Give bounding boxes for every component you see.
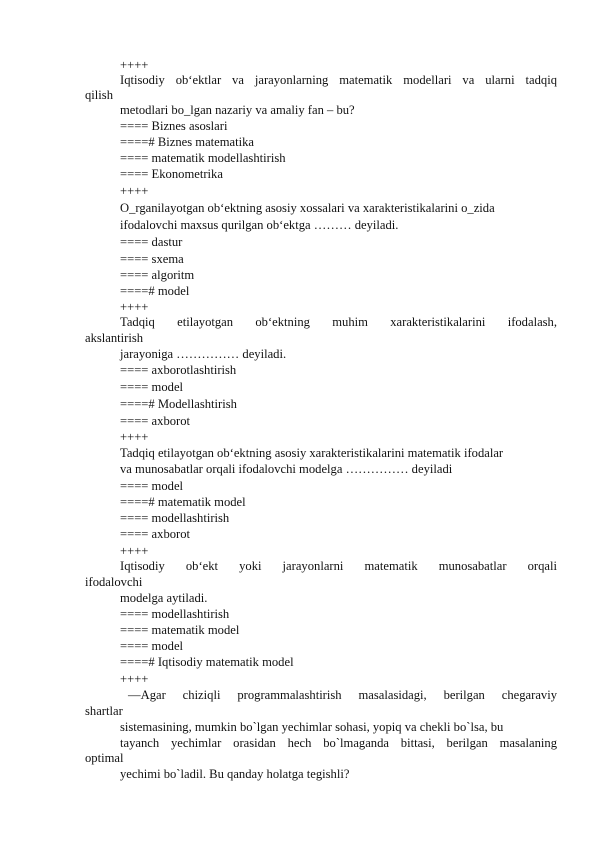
question-5-text: modelga aytiladi. <box>120 591 208 605</box>
question-5-text: ifodalovchi <box>85 575 143 589</box>
question-6-text: shartlar <box>85 704 123 718</box>
answer-option: ==== matematik modellashtirish <box>120 151 286 165</box>
question-4-text: Tadqiq etilayotgan ob‘ektning asosiy xarakteristikalarini matematik ifodalar <box>120 446 504 460</box>
answer-option: ==== algoritm <box>120 268 195 282</box>
question-3-text: akslantirish <box>85 331 144 345</box>
question-2-text: O_rganilayotgan ob‘ektning asosiy xossalari va xarakteristikalarini o_zida <box>120 201 495 215</box>
separator-line: ++++ <box>120 672 149 686</box>
question-1-text: qilish <box>85 88 113 102</box>
correct-answer-option: ====# matematik model <box>120 495 246 509</box>
correct-answer-option: ====# Iqtisodiy matematik model <box>120 655 294 669</box>
correct-answer-option: ====# Biznes matematika <box>120 135 255 149</box>
question-3-text: jarayoniga …………… deyiladi. <box>120 347 287 361</box>
answer-option: ==== axborot <box>120 414 191 428</box>
correct-answer-option: ====# Modellashtirish <box>120 397 237 411</box>
answer-option: ==== model <box>120 639 184 653</box>
question-6-text: yechimi bo`ladil. Bu qanday holatga tegishli? <box>120 767 350 781</box>
answer-option: ==== model <box>120 479 184 493</box>
answer-option: ==== modellashtirish <box>120 607 230 621</box>
separator-line: ++++ <box>120 184 149 198</box>
question-6-text: optimal <box>85 751 124 765</box>
answer-option: ==== model <box>120 380 184 394</box>
separator-line: ++++ <box>120 430 149 444</box>
separator-line: ++++ <box>120 58 149 72</box>
answer-option: ==== matematik model <box>120 623 240 637</box>
answer-option: ==== axborot <box>120 527 191 541</box>
question-6-text: ―Agar chiziqli programmalashtirish masalasidagi, berilgan chegaraviy <box>128 688 557 702</box>
answer-option: ==== sxema <box>120 252 184 266</box>
answer-option: ==== modellashtirish <box>120 511 230 525</box>
answer-option: ==== Ekonometrika <box>120 167 223 181</box>
question-4-text: va munosabatlar orqali ifodalovchi modelga …………… deyiladi <box>120 462 453 476</box>
separator-line: ++++ <box>120 300 149 314</box>
question-3-text: Tadqiq etilayotgan ob‘ektning muhim xarakteristikalarini ifodalash, <box>120 315 557 329</box>
separator-line: ++++ <box>120 544 149 558</box>
question-1-text: Iqtisodiy ob‘ektlar va jarayonlarning matematik modellari va ularni tadqiq <box>120 73 557 87</box>
question-1-text: metodlari bo_lgan nazariy va amaliy fan – bu? <box>120 103 355 117</box>
question-6-text: tayanch yechimlar orasidan hech bo`lmaganda bittasi, berilgan masalaning <box>120 736 557 750</box>
answer-option: ==== dastur <box>120 235 183 249</box>
question-2-text: ifodalovchi maxsus qurilgan ob‘ektga ……… deyiladi. <box>120 218 399 232</box>
question-5-text: Iqtisodiy ob‘ekt yoki jarayonlarni matematik munosabatlar orqali <box>120 559 557 573</box>
question-6-text: sistemasining, mumkin bo`lgan yechimlar sohasi, yopiq va chekli bo`lsa, bu <box>120 720 504 734</box>
answer-option: ==== axborotlashtirish <box>120 363 237 377</box>
correct-answer-option: ====# model <box>120 284 190 298</box>
answer-option: ==== Biznes asoslari <box>120 119 228 133</box>
